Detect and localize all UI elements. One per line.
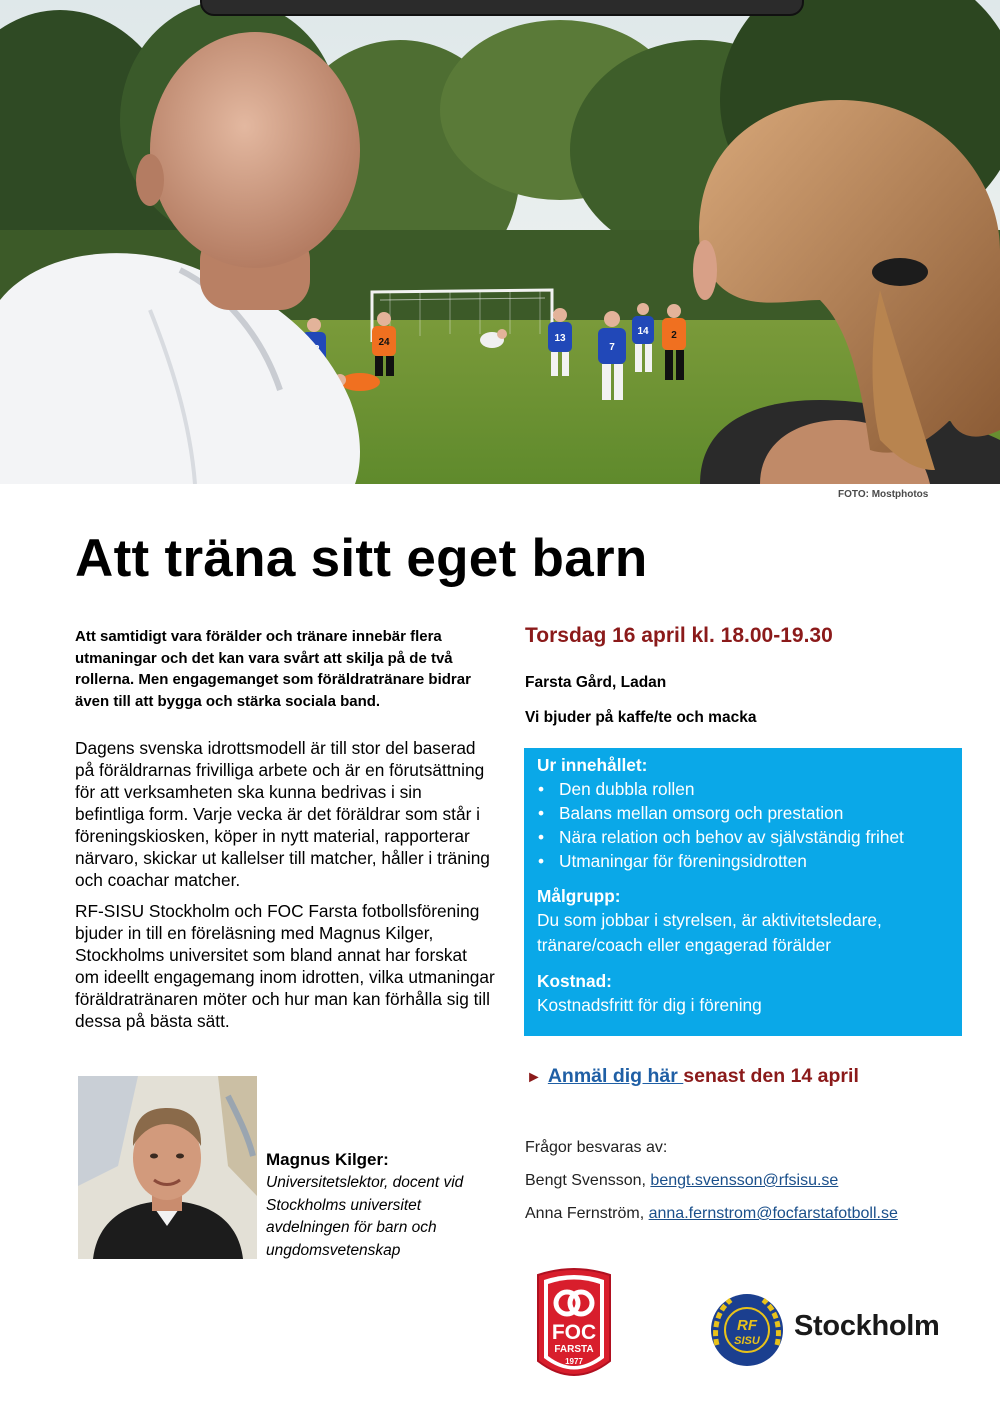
list-item: • Nära relation och behov av självständig frihet [538, 827, 904, 847]
signup-line [526, 1065, 859, 1088]
arrow-right-icon: ► [526, 1069, 542, 1086]
bullet-icon: • [538, 827, 545, 847]
photo-credit: FOTO: Mostphotos [838, 489, 929, 500]
list-item: • Balans mellan omsorg och prestation [538, 803, 844, 823]
audience-heading: Målgrupp: [537, 886, 621, 906]
foc-year: 1977 [565, 1357, 583, 1366]
signup-deadline: senast den 14 april [683, 1065, 859, 1087]
contact-heading: Frågor besvaras av: [525, 1139, 668, 1156]
bullet-icon: • [538, 851, 545, 871]
list-item: • Utmaningar för föreningsidrotten [538, 851, 807, 871]
spectator-woman [693, 100, 1000, 484]
contact-name: Bengt Svensson, [525, 1172, 651, 1189]
body-paragraph: RF-SISU Stockholm och FOC Farsta fotbollsförening bjuder in till en föreläsning med Magnus Kilger, Stockholms universitet som bland annat har forskat om ideellt engagemang inom idrotten, vilka utmaningar föräldratränaren möter och hur man kan förhålla sig till dessa på bästa sätt. [75, 901, 495, 1031]
bullet-icon: • [538, 803, 545, 823]
event-venue: Farsta Gård, Ladan [525, 674, 667, 691]
contact-section [525, 1131, 898, 1230]
contact-email-link[interactable]: bengt.svensson@rfsisu.se [650, 1172, 839, 1189]
player-number: 2 [671, 330, 677, 341]
foc-farsta-logo [534, 1265, 614, 1385]
cost-heading: Kostnad: [537, 971, 612, 991]
foc-name: FOC [551, 1321, 597, 1344]
content-list [537, 777, 950, 873]
speaker-portrait [78, 1076, 257, 1259]
body-paragraph: Dagens svenska idrottsmodell är till stor del baserad på föräldrarnas frivilliga arbete och är en förutsättning för att verksamheten ska kunna bedrivas i sin befintliga form. Varje vecka är det föräldrar som står i föreningskiosken, köper in nytt material, rapporterar närvaro, skickar ut kallelser till matcher, håller i träning och coachar matcher. [75, 738, 490, 890]
hero-illustration [0, 0, 1000, 484]
rf-sisu-city: Stockholm [794, 1310, 940, 1342]
speaker-photo [78, 1076, 257, 1259]
signup-link[interactable]: Anmäl dig här [547, 1065, 684, 1087]
contact-row [525, 1164, 898, 1197]
content-heading: Ur innehållet: [537, 755, 648, 775]
lead-paragraph: Att samtidigt vara förälder och tränare innebär flera utmaningar och det kan vara svårt att skilja på de två rollerna. Men engagemanget som föräldratränare bidrar även till att bygga och stärka sociala band. [75, 628, 471, 710]
rf-sisu-logo [707, 1290, 787, 1370]
event-offer: Vi bjuder på kaffe/te och macka [525, 709, 757, 726]
audience-text: Du som jobbar i styrelsen, är aktivitetsledare, tränare/coach eller engagerad förälder [537, 910, 882, 955]
contact-row [525, 1197, 898, 1230]
player-number: 7 [609, 342, 615, 353]
speaker-bio [266, 1148, 498, 1262]
contact-email-link[interactable]: anna.fernstrom@focfarstafotboll.se [648, 1205, 898, 1222]
speaker-name: Magnus Kilger: [266, 1150, 389, 1169]
list-item: • Den dubbla rollen [538, 779, 695, 799]
player-number: 13 [554, 333, 566, 344]
cost-text: Kostnadsfritt för dig i förening [537, 995, 762, 1015]
foc-town: FARSTA [554, 1344, 594, 1355]
player-number: 14 [637, 326, 649, 337]
contact-name: Anna Fernström, [525, 1205, 649, 1222]
hero-photo [0, 0, 1000, 484]
sisu-mark: SISU [734, 1335, 760, 1347]
player-number: 24 [378, 337, 390, 348]
event-date: Torsdag 16 april kl. 18.00-19.30 [525, 624, 833, 647]
info-box [524, 748, 962, 1036]
bullet-icon: • [538, 779, 545, 799]
device-top-bar [200, 0, 804, 16]
speaker-description: Universitetslektor, docent vid Stockholms universitet avdelningen för barn och ungdomsvetenskap [266, 1174, 464, 1259]
page-title: Att träna sitt eget barn [75, 529, 648, 588]
rf-mark: RF [737, 1317, 757, 1334]
